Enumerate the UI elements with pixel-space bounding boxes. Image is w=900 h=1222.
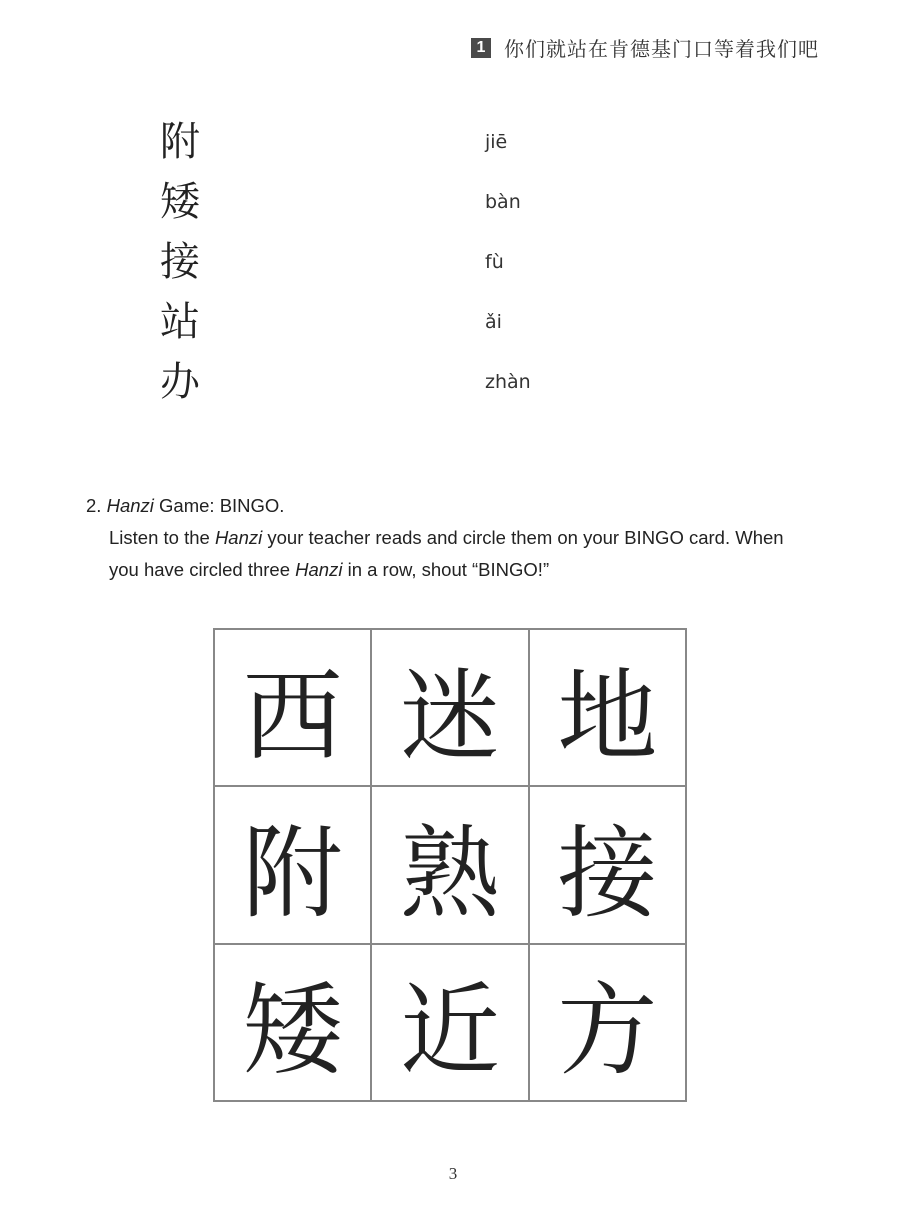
vocab-pinyin: fù: [485, 251, 504, 273]
vocab-hanzi: 办: [160, 359, 200, 405]
vocab-pinyin: jiē: [485, 131, 508, 153]
vocab-row: [160, 292, 560, 352]
instruction-text: Listen to the: [109, 527, 210, 548]
instruction-text: in a row, shout “BINGO!”: [347, 559, 550, 580]
vocab-pinyin: ǎi: [485, 311, 502, 333]
bingo-card: [213, 628, 687, 1102]
bingo-cell[interactable]: 矮: [214, 944, 371, 1101]
instruction-text: you have circled three: [109, 559, 290, 580]
bingo-cell[interactable]: 西: [214, 629, 371, 786]
vocab-hanzi: 矮: [160, 179, 200, 225]
bingo-cell[interactable]: 附: [214, 786, 371, 943]
bingo-cell[interactable]: 近: [371, 944, 528, 1101]
vocab-row: [160, 172, 560, 232]
bingo-cell[interactable]: 接: [529, 786, 686, 943]
vocab-hanzi: 附: [160, 119, 200, 165]
exercise-number: 2.: [86, 495, 102, 516]
vocab-hanzi: 接: [160, 239, 200, 285]
vocab-matching-list: [160, 112, 560, 412]
hanzi-term: Hanzi: [214, 527, 263, 548]
bingo-cell[interactable]: 地: [529, 629, 686, 786]
vocab-hanzi: 站: [160, 299, 200, 345]
lesson-title: 你们就站在肯德基门口等着我们吧: [504, 37, 819, 61]
exercise-title-text: Game: BINGO.: [159, 495, 285, 516]
exercise-instructions: [86, 490, 826, 586]
vocab-row: [160, 232, 560, 292]
lesson-header: [471, 33, 819, 62]
hanzi-term: Hanzi: [295, 559, 343, 580]
vocab-pinyin: zhàn: [485, 371, 531, 393]
vocab-row: [160, 352, 560, 412]
lesson-number-badge: 1: [471, 38, 491, 58]
vocab-row: [160, 112, 560, 172]
bingo-cell[interactable]: 迷: [371, 629, 528, 786]
exercise-description-cont: [86, 554, 826, 586]
exercise-title: [86, 490, 826, 522]
page-number: 3: [448, 1164, 458, 1183]
bingo-cell[interactable]: 熟: [371, 786, 528, 943]
hanzi-term: Hanzi: [106, 495, 154, 516]
exercise-description: [86, 522, 826, 554]
bingo-cell[interactable]: 方: [529, 944, 686, 1101]
vocab-pinyin: bàn: [485, 191, 521, 213]
instruction-text: your teacher reads and circle them on your BINGO card. When: [267, 527, 784, 548]
